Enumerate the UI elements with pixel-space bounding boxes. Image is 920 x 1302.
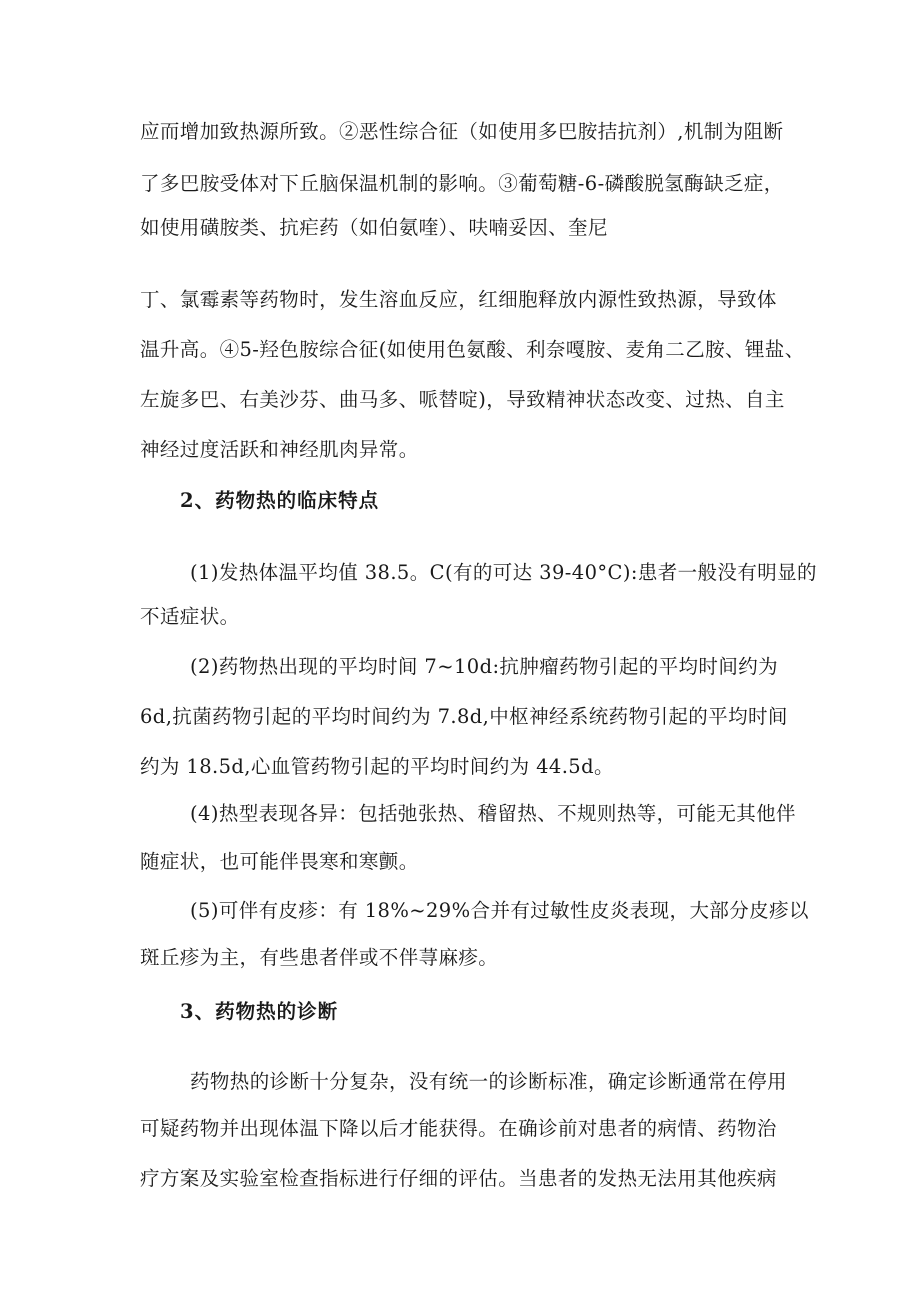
paragraph-3-line-3: 疗方案及实验室检查指标进行仔细的评估。当患者的发热无法用其他疾病 <box>140 1167 777 1190</box>
paragraph-2-line-1: 丁、氯霉素等药物时，发生溶血反应，红细胞释放内源性致热源，导致体 <box>140 288 777 311</box>
paragraph-2-line-2: 温升高。④5-羟色胺综合征(如使用色氨酸、利奈嘎胺、麦角二乙胺、锂盐、 <box>140 338 805 361</box>
item-4-line-1: (4)热型表现各异：包括弛张热、稽留热、不规则热等，可能无其他伴 <box>190 802 796 825</box>
paragraph-3-line-1: 药物热的诊断十分复杂，没有统一的诊断标准，确定诊断通常在停用 <box>190 1070 788 1093</box>
paragraph-3-line-2: 可疑药物并出现体温下降以后才能获得。在确诊前对患者的病情、药物治 <box>140 1117 777 1140</box>
item-1-line-1: (1)发热体温平均值 38.5。C(有的可达 39-40°C):患者一般没有明显的 <box>190 561 817 584</box>
item-5-line-2: 斑丘疹为主，有些患者伴或不伴荨麻疹。 <box>140 946 499 969</box>
paragraph-1-line-1: 应而增加致热源所致。②恶性综合征（如使用多巴胺拮抗剂）,机制为阻断 <box>140 120 784 143</box>
item-5-line-1: (5)可伴有皮疹：有 18%~29%合并有过敏性皮炎表现，大部分皮疹以 <box>190 899 809 922</box>
item-2-line-2: 6d,抗菌药物引起的平均时间约为 7.8d,中枢神经系统药物引起的平均时间 <box>140 705 788 728</box>
item-2-line-3: 约为 18.5d,心血管药物引起的平均时间约为 44.5d。 <box>140 755 614 778</box>
item-4-line-2: 随症状，也可能伴畏寒和寒颤。 <box>140 850 419 873</box>
paragraph-2-line-3: 左旋多巴、右美沙芬、曲马多、哌替啶)，导致精神状态改变、过热、自主 <box>140 388 785 411</box>
section-heading-3: 3、药物热的诊断 <box>180 1000 339 1023</box>
paragraph-1-line-3: 如使用磺胺类、抗疟药（如伯氨喹）、呋喃妥因、奎尼 <box>140 216 608 239</box>
section-heading-2: 2、药物热的临床特点 <box>180 489 380 512</box>
item-1-line-2: 不适症状。 <box>140 605 240 628</box>
paragraph-2-line-4: 神经过度活跃和神经肌肉异常。 <box>140 438 419 461</box>
item-2-line-1: (2)药物热出现的平均时间 7~10d:抗肿瘤药物引起的平均时间约为 <box>190 655 779 678</box>
paragraph-1-line-2: 了多巴胺受体对下丘脑保温机制的影响。③葡萄糖-6-磷酸脱氢酶缺乏症， <box>140 172 784 195</box>
